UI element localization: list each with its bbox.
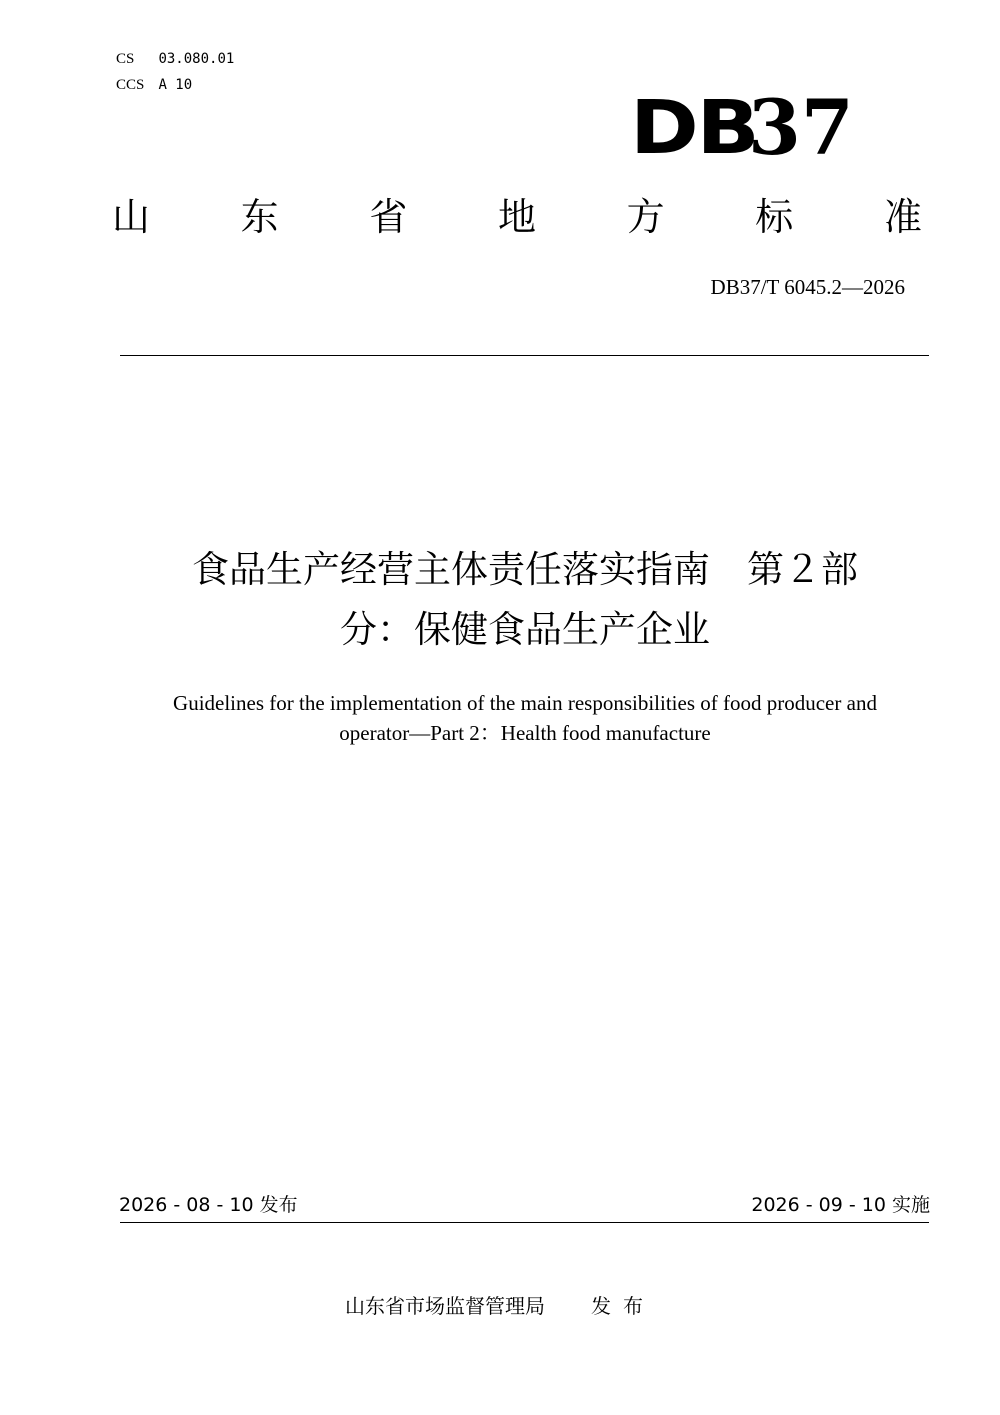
ccs-value: A 10 <box>158 77 193 93</box>
title-cn-line-1: 食品生产经营主体责任落实指南 第２部 <box>192 548 858 591</box>
db37-logo <box>630 78 860 178</box>
bottom-divider <box>120 1222 929 1223</box>
document-title-chinese <box>110 540 940 660</box>
title-en-line-1: Guidelines for the implementation of the main responsibilities of food producer and <box>173 691 877 715</box>
publishing-authority: 山东省市场监督管理局 <box>345 1294 545 1318</box>
standard-type-heading <box>112 192 922 242</box>
document-title-english <box>110 688 940 748</box>
publisher-line <box>0 1292 1000 1320</box>
ccs-code <box>116 76 192 94</box>
standard-number: DB37/T 6045.2—2026 <box>710 275 905 299</box>
ics-code <box>116 50 234 68</box>
ics-value: 03.080.01 <box>158 51 235 67</box>
publish-label: 发布 <box>591 1294 655 1318</box>
standard-type-char: 山 <box>112 195 151 239</box>
top-divider <box>120 355 929 356</box>
db-logo-letters: DB <box>630 85 758 171</box>
standard-type-char: 标 <box>755 195 794 239</box>
ics-label: CS <box>116 51 135 67</box>
standard-type-char: 省 <box>369 195 408 239</box>
standard-type-char: 东 <box>240 195 279 239</box>
standard-type-char: 准 <box>883 195 922 239</box>
title-cn-line-2: 分：保健食品生产企业 <box>340 608 710 651</box>
implementation-date: 2026 - 09 - 10 实施 <box>751 1194 930 1216</box>
standard-type-char: 方 <box>626 195 665 239</box>
title-en-line-2: operator—Part 2：Health food manufacture <box>339 721 711 745</box>
db-logo-number: 37 <box>748 83 854 172</box>
issue-date: 2026 - 08 - 10 发布 <box>119 1194 298 1216</box>
ccs-label: CCS <box>116 77 145 93</box>
standard-type-char: 地 <box>497 195 536 239</box>
